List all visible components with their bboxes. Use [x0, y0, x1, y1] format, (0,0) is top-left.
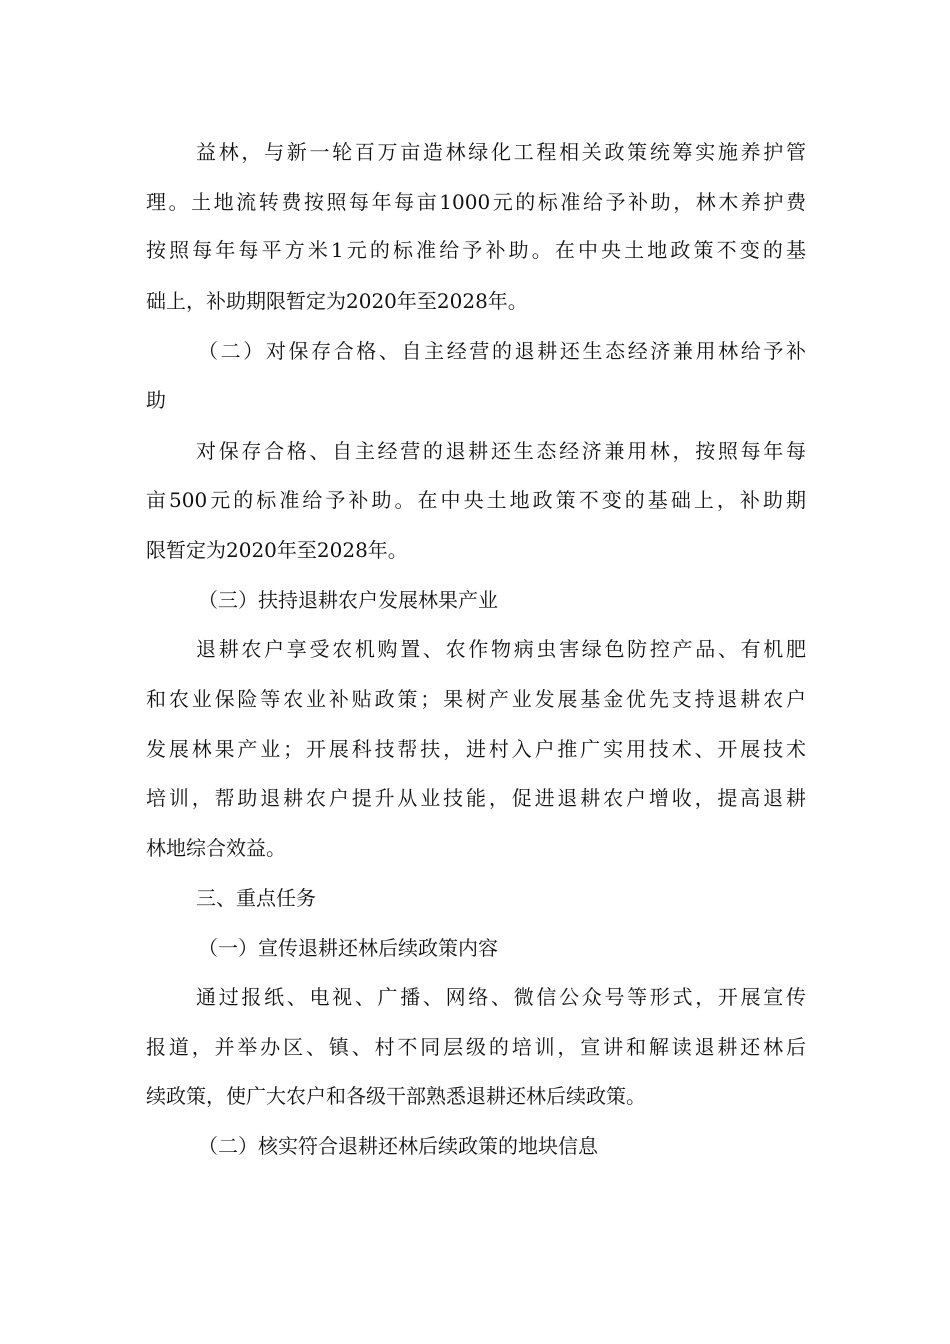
text-line: 础上，补助期限暂定为2020年至2028年。: [146, 289, 528, 313]
text-line: 对保存合格、自主经营的退耕还生态经济兼用林，按照每年每: [196, 439, 806, 463]
text-line: 发展林果产业；开展科技帮扶，进村入户推广实用技术、开展技术: [146, 737, 806, 761]
text-line: 报道，并举办区、镇、村不同层级的培训，宣讲和解读退耕还林后: [146, 1035, 806, 1059]
text-line: 和农业保险等农业补贴政策；果树产业发展基金优先支持退耕农户: [146, 687, 806, 711]
section-heading: （一）宣传退耕还林后续政策内容: [198, 936, 498, 960]
text-line: 培训，帮助退耕农户提升从业技能，促进退耕农户增收，提高退耕: [146, 786, 806, 810]
section-heading: （三）扶持退耕农户发展林果产业: [198, 588, 498, 612]
text-line: 林地综合效益。: [146, 836, 286, 860]
section-heading: （二）核实符合退耕还林后续政策的地块信息: [198, 1134, 598, 1158]
chapter-heading: 三、重点任务: [196, 886, 316, 910]
text-line: 退耕农户享受农机购置、农作物病虫害绿色防控产品、有机肥: [196, 637, 806, 661]
text-line: 按照每年每平方米1元的标准给予补助。在中央土地政策不变的基: [146, 238, 806, 262]
text-line: 通过报纸、电视、广播、网络、微信公众号等形式，开展宣传: [196, 985, 806, 1009]
text-line: 续政策，使广大农户和各级干部熟悉退耕还林后续政策。: [146, 1084, 646, 1108]
section-heading: （二）对保存合格、自主经营的退耕还生态经济兼用林给予补: [198, 339, 806, 363]
text-line: 益林，与新一轮百万亩造林绿化工程相关政策统筹实施养护管: [196, 140, 806, 164]
text-line: 亩500元的标准给予补助。在中央土地政策不变的基础上，补助期: [146, 488, 806, 512]
section-heading: 助: [146, 388, 166, 412]
text-line: 理。土地流转费按照每年每亩1000元的标准给予补助，林木养护费: [146, 190, 806, 214]
text-line: 限暂定为2020年至2028年。: [146, 538, 408, 562]
